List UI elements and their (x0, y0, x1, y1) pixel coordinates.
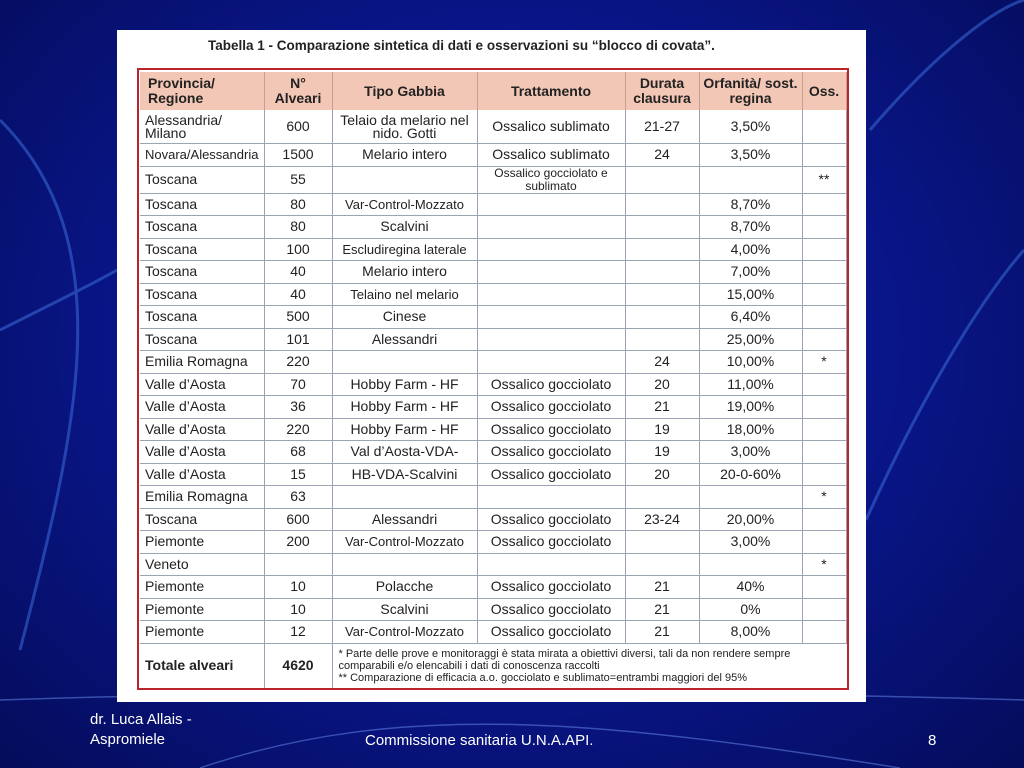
cell-alveari: 40 (264, 261, 332, 284)
cell-provincia: Toscana (140, 193, 264, 216)
header-tipo-gabbia: Tipo Gabbia (332, 72, 477, 110)
cell-tipo-gabbia (332, 351, 477, 374)
cell-orfanita: 6,40% (699, 306, 802, 329)
cell-orfanita: 7,00% (699, 261, 802, 284)
total-label: Totale alveari (140, 643, 264, 688)
cell-orfanita: 8,70% (699, 193, 802, 216)
table-row (140, 144, 846, 167)
cell-tipo-gabbia: Var-Control-Mozzato (332, 531, 477, 554)
cell-alveari: 80 (264, 193, 332, 216)
cell-alveari: 55 (264, 166, 332, 193)
cell-alveari: 12 (264, 621, 332, 644)
cell-alveari: 80 (264, 216, 332, 239)
cell-alveari (264, 553, 332, 576)
cell-provincia: Valle d’Aosta (140, 463, 264, 486)
cell-durata: 23-24 (625, 508, 699, 531)
footnote-1: * Parte delle prove e monitoraggi è stata mirata a obiettivi diversi, tali da non rendere sempre comparabili e/o elencabili i dati di conoscenza raccolti (338, 647, 791, 672)
table-header-row (140, 72, 846, 110)
table-row (140, 531, 846, 554)
cell-provincia: Piemonte (140, 576, 264, 599)
cell-trattamento (477, 261, 625, 284)
cell-durata (625, 531, 699, 554)
cell-trattamento (477, 283, 625, 306)
cell-durata: 24 (625, 351, 699, 374)
table-row (140, 418, 846, 441)
table-row (140, 576, 846, 599)
cell-tipo-gabbia: Alessandri (332, 508, 477, 531)
cell-provincia: Toscana (140, 283, 264, 306)
cell-provincia: Toscana (140, 238, 264, 261)
table-caption: Tabella 1 - Comparazione sintetica di dati e osservazioni su “blocco di covata”. (208, 38, 715, 53)
cell-orfanita: 15,00% (699, 283, 802, 306)
cell-tipo-gabbia: Telaino nel melario (332, 283, 477, 306)
table-row (140, 283, 846, 306)
cell-alveari: 68 (264, 441, 332, 464)
cell-orfanita: 4,00% (699, 238, 802, 261)
cell-tipo-gabbia: Hobby Farm - HF (332, 373, 477, 396)
cell-oss (802, 306, 846, 329)
cell-orfanita: 0% (699, 598, 802, 621)
table-row (140, 238, 846, 261)
total-value: 4620 (264, 643, 332, 688)
table-frame (137, 68, 849, 690)
cell-trattamento (477, 306, 625, 329)
cell-trattamento: Ossalico gocciolato (477, 463, 625, 486)
cell-provincia: Valle d’Aosta (140, 373, 264, 396)
cell-tipo-gabbia: Escludiregina laterale (332, 238, 477, 261)
cell-alveari: 1500 (264, 144, 332, 167)
cell-oss (802, 193, 846, 216)
cell-trattamento (477, 193, 625, 216)
cell-durata: 19 (625, 418, 699, 441)
cell-trattamento: Ossalico sublimato (477, 110, 625, 144)
cell-alveari: 36 (264, 396, 332, 419)
cell-provincia: Emilia Romagna (140, 351, 264, 374)
cell-oss (802, 396, 846, 419)
cell-orfanita (699, 166, 802, 193)
cell-trattamento (477, 553, 625, 576)
cell-orfanita: 8,70% (699, 216, 802, 239)
table-row (140, 441, 846, 464)
cell-alveari: 500 (264, 306, 332, 329)
cell-alveari: 101 (264, 328, 332, 351)
table-row (140, 621, 846, 644)
cell-tipo-gabbia (332, 166, 477, 193)
cell-orfanita: 25,00% (699, 328, 802, 351)
cell-trattamento (477, 238, 625, 261)
cell-alveari: 10 (264, 598, 332, 621)
cell-oss: * (802, 351, 846, 374)
cell-orfanita: 3,50% (699, 110, 802, 144)
cell-provincia: Valle d’Aosta (140, 418, 264, 441)
cell-oss: ** (802, 166, 846, 193)
cell-trattamento: Ossalico gocciolato (477, 373, 625, 396)
cell-tipo-gabbia (332, 553, 477, 576)
cell-durata (625, 486, 699, 509)
table-row (140, 396, 846, 419)
cell-orfanita: 8,00% (699, 621, 802, 644)
total-row (140, 643, 846, 688)
cell-trattamento: Ossalico gocciolato (477, 396, 625, 419)
cell-tipo-gabbia: Hobby Farm - HF (332, 396, 477, 419)
cell-oss (802, 418, 846, 441)
cell-durata (625, 193, 699, 216)
cell-oss (802, 216, 846, 239)
cell-orfanita: 11,00% (699, 373, 802, 396)
cell-provincia: Toscana (140, 328, 264, 351)
cell-tipo-gabbia: Melario intero (332, 261, 477, 284)
footer-author-line2: Aspromiele (90, 731, 166, 748)
cell-provincia: Toscana (140, 306, 264, 329)
cell-oss (802, 463, 846, 486)
cell-alveari: 100 (264, 238, 332, 261)
table-row (140, 351, 846, 374)
cell-provincia: Piemonte (140, 598, 264, 621)
cell-oss (802, 598, 846, 621)
cell-tipo-gabbia: Var-Control-Mozzato (332, 193, 477, 216)
cell-alveari: 600 (264, 508, 332, 531)
cell-alveari: 70 (264, 373, 332, 396)
table-row (140, 261, 846, 284)
cell-durata (625, 306, 699, 329)
cell-oss (802, 283, 846, 306)
cell-orfanita: 3,00% (699, 441, 802, 464)
cell-provincia: Piemonte (140, 531, 264, 554)
cell-oss (802, 144, 846, 167)
cell-oss: * (802, 486, 846, 509)
table-row (140, 553, 846, 576)
cell-provincia: Novara/Alessandria (140, 144, 264, 167)
cell-oss (802, 621, 846, 644)
cell-provincia: Toscana (140, 216, 264, 239)
cell-alveari: 200 (264, 531, 332, 554)
cell-alveari: 220 (264, 418, 332, 441)
cell-orfanita (699, 486, 802, 509)
cell-durata (625, 328, 699, 351)
cell-tipo-gabbia: HB-VDA-Scalvini (332, 463, 477, 486)
comparison-table (140, 72, 847, 688)
cell-durata: 21 (625, 396, 699, 419)
table-row (140, 508, 846, 531)
footer-author-line1: dr. Luca Allais - (90, 711, 192, 728)
footnotes (332, 643, 846, 688)
cell-orfanita: 20,00% (699, 508, 802, 531)
cell-trattamento: Ossalico gocciolato (477, 598, 625, 621)
cell-tipo-gabbia: Val d’Aosta-VDA- (332, 441, 477, 464)
cell-trattamento: Ossalico gocciolato (477, 418, 625, 441)
cell-durata (625, 166, 699, 193)
table-row (140, 373, 846, 396)
cell-oss (802, 238, 846, 261)
cell-orfanita: 18,00% (699, 418, 802, 441)
cell-tipo-gabbia: Melario intero (332, 144, 477, 167)
cell-provincia: Veneto (140, 553, 264, 576)
cell-orfanita: 3,00% (699, 531, 802, 554)
cell-alveari: 220 (264, 351, 332, 374)
cell-provincia: Toscana (140, 508, 264, 531)
cell-orfanita: 10,00% (699, 351, 802, 374)
cell-trattamento: Ossalico gocciolato (477, 531, 625, 554)
cell-durata (625, 261, 699, 284)
cell-oss (802, 576, 846, 599)
cell-provincia: Toscana (140, 166, 264, 193)
table-row (140, 486, 846, 509)
header-orfanita: Orfanità/ sost. regina (699, 72, 802, 110)
cell-provincia: Valle d’Aosta (140, 396, 264, 419)
cell-alveari: 600 (264, 110, 332, 144)
cell-trattamento: Ossalico gocciolato (477, 441, 625, 464)
cell-provincia: Piemonte (140, 621, 264, 644)
cell-durata: 21 (625, 598, 699, 621)
header-durata: Durata clausura (625, 72, 699, 110)
cell-durata (625, 238, 699, 261)
table-row (140, 598, 846, 621)
cell-orfanita: 40% (699, 576, 802, 599)
cell-oss (802, 508, 846, 531)
table-row (140, 216, 846, 239)
cell-tipo-gabbia: Telaio da melario nel nido. Gotti (332, 110, 477, 144)
cell-tipo-gabbia: Scalvini (332, 598, 477, 621)
cell-durata: 20 (625, 373, 699, 396)
header-provincia: Provincia/ Regione (140, 72, 264, 110)
table-image-panel (117, 30, 866, 702)
cell-durata (625, 553, 699, 576)
table-row (140, 166, 846, 193)
cell-tipo-gabbia: Polacche (332, 576, 477, 599)
table-row (140, 193, 846, 216)
table-row (140, 306, 846, 329)
table-row (140, 463, 846, 486)
cell-oss (802, 110, 846, 144)
cell-alveari: 10 (264, 576, 332, 599)
header-alveari: N° Alveari (264, 72, 332, 110)
cell-durata: 20 (625, 463, 699, 486)
cell-trattamento (477, 351, 625, 374)
cell-alveari: 15 (264, 463, 332, 486)
footer-author (90, 710, 192, 750)
cell-provincia: Alessandria/ Milano (140, 110, 264, 144)
cell-orfanita: 20-0-60% (699, 463, 802, 486)
cell-trattamento: Ossalico gocciolato (477, 621, 625, 644)
cell-durata (625, 216, 699, 239)
cell-trattamento: Ossalico gocciolato (477, 508, 625, 531)
footer-center-text: Commissione sanitaria U.N.A.API. (365, 732, 594, 749)
cell-oss (802, 531, 846, 554)
cell-tipo-gabbia: Scalvini (332, 216, 477, 239)
cell-orfanita: 3,50% (699, 144, 802, 167)
cell-oss (802, 328, 846, 351)
cell-orfanita: 19,00% (699, 396, 802, 419)
cell-trattamento (477, 216, 625, 239)
page-number: 8 (928, 732, 937, 749)
cell-provincia: Toscana (140, 261, 264, 284)
cell-tipo-gabbia (332, 486, 477, 509)
cell-trattamento: Ossalico sublimato (477, 144, 625, 167)
cell-trattamento: Ossalico gocciolato e sublimato (477, 166, 625, 193)
cell-trattamento (477, 328, 625, 351)
cell-oss (802, 261, 846, 284)
cell-oss: * (802, 553, 846, 576)
cell-durata: 21 (625, 576, 699, 599)
cell-tipo-gabbia: Alessandri (332, 328, 477, 351)
table-row (140, 328, 846, 351)
cell-trattamento: Ossalico gocciolato (477, 576, 625, 599)
cell-trattamento (477, 486, 625, 509)
cell-alveari: 63 (264, 486, 332, 509)
cell-tipo-gabbia: Var-Control-Mozzato (332, 621, 477, 644)
cell-tipo-gabbia: Hobby Farm - HF (332, 418, 477, 441)
cell-tipo-gabbia: Cinese (332, 306, 477, 329)
header-oss: Oss. (802, 72, 846, 110)
cell-durata: 24 (625, 144, 699, 167)
cell-orfanita (699, 553, 802, 576)
cell-provincia: Valle d’Aosta (140, 441, 264, 464)
cell-provincia: Emilia Romagna (140, 486, 264, 509)
cell-oss (802, 441, 846, 464)
table-row (140, 110, 846, 144)
cell-alveari: 40 (264, 283, 332, 306)
cell-durata: 21 (625, 621, 699, 644)
cell-durata: 21-27 (625, 110, 699, 144)
cell-oss (802, 373, 846, 396)
cell-durata (625, 283, 699, 306)
cell-durata: 19 (625, 441, 699, 464)
header-trattamento: Trattamento (477, 72, 625, 110)
footnote-2: ** Comparazione di efficacia a.o. gocciolato e sublimato=entrambi maggiori del 95% (338, 671, 748, 684)
